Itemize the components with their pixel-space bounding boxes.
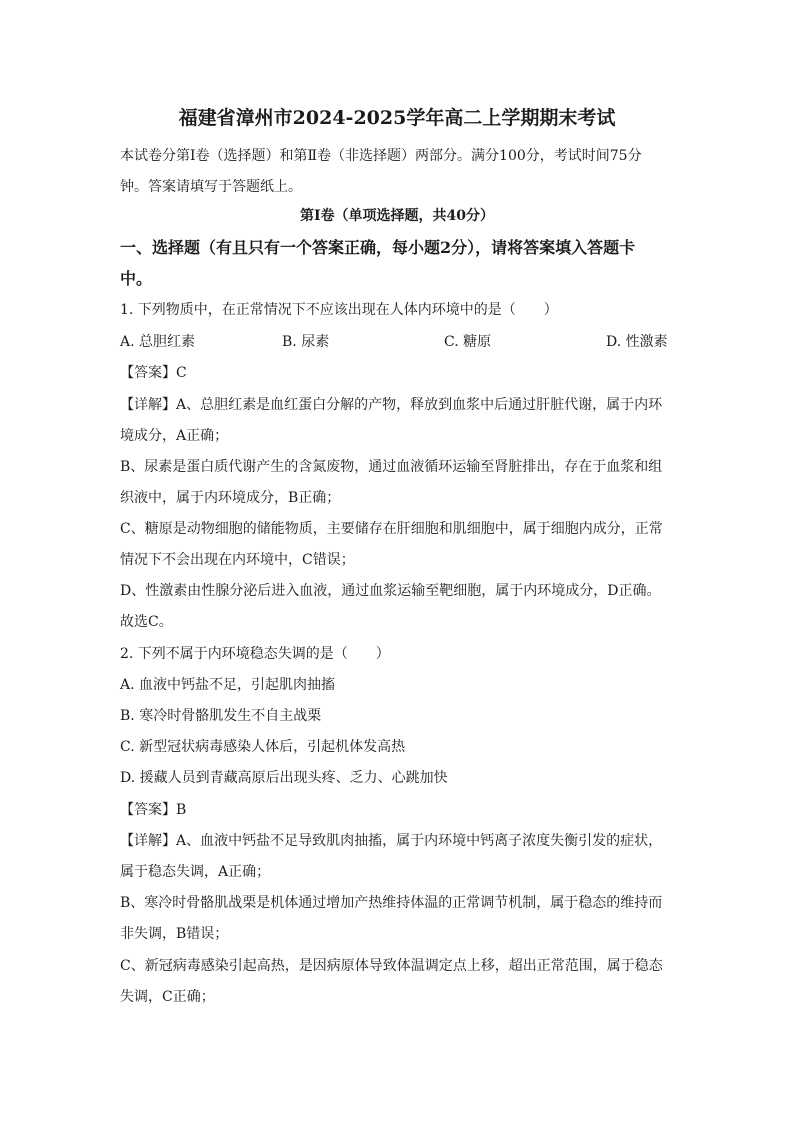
section-title: 第Ⅰ卷（单项选择题，共40分）	[299, 208, 495, 224]
q1-detail-line-3: B、尿素是蛋白质代谢产生的含氮废物，通过血液循环运输至肾脏排出，存在于血浆和组	[120, 459, 663, 475]
part-heading-line-1: 一、选择题（有且只有一个答案正确，每小题2分），请将答案填入答题卡	[120, 238, 636, 257]
q1-option-c: C. 糖原	[444, 334, 492, 350]
document-title: 福建省漳州市2024-2025学年高二上学期期末考试	[178, 107, 616, 129]
q2-detail-line-1: 【详解】A、血液中钙盐不足导致肌肉抽搐，属于内环境中钙离子浓度失衡引发的症状，	[120, 833, 663, 849]
q2-detail-line-6: 失调，C正确；	[120, 989, 215, 1005]
q1-answer: 【答案】C	[120, 365, 187, 381]
q2-detail-line-2: 属于稳态失调，A正确；	[120, 864, 271, 880]
q2-detail-line-3: B、寒冷时骨骼肌战栗是机体通过增加产热维持体温的正常调节机制，属于稳态的维持而	[120, 895, 663, 911]
part-heading-line-2: 中。	[120, 269, 153, 288]
q1-detail-line-2: 境成分，A正确；	[120, 428, 229, 444]
q2-detail-line-5: C、新冠病毒感染引起高热，是因病原体导致体温调定点上移，超出正常范围，属于稳态	[120, 958, 663, 974]
q2-detail-line-4: 非失调，B错误；	[120, 926, 229, 942]
q1-detail-line-5: C、糖原是动物细胞的储能物质，主要储存在肝细胞和肌细胞中，属于细胞内成分，正常	[120, 521, 663, 537]
q1-detail-line-4: 织液中，属于内环境成分，B正确；	[120, 490, 341, 506]
q1-stem: 1. 下列物质中，在正常情况下不应该出现在人体内环境中的是（ ）	[120, 302, 558, 318]
intro-line-2: 钟。答案请填写于答题纸上。	[120, 179, 302, 195]
q1-option-b: B. 尿素	[282, 334, 330, 350]
q1-detail-line-1: 【详解】A、总胆红素是血红蛋白分解的产物，释放到血浆中后通过肝脏代谢，属于内环	[120, 397, 663, 413]
q2-stem: 2. 下列不属于内环境稳态失调的是（ ）	[120, 646, 390, 662]
q1-option-a: A. 总胆红素	[120, 334, 196, 350]
q2-option-a: A. 血液中钙盐不足，引起肌肉抽搐	[120, 677, 336, 693]
q2-option-b: B. 寒冷时骨骼肌发生不自主战栗	[120, 708, 322, 724]
q2-option-c: C. 新型冠状病毒感染人体后，引起机体发高热	[120, 739, 406, 755]
q1-detail-line-8: 故选C。	[120, 614, 173, 630]
intro-line-1: 本试卷分第Ⅰ卷（选择题）和第Ⅱ卷（非选择题）两部分。满分100分，考试时间75分	[120, 148, 642, 164]
q1-detail-line-7: D、性激素由性腺分泌后进入血液，通过血浆运输至靶细胞，属于内环境成分，D正确。	[120, 583, 661, 599]
q1-option-d: D. 性激素	[606, 334, 668, 350]
q1-detail-line-6: 情况下不会出现在内环境中，C错误；	[120, 552, 355, 568]
q2-option-d: D. 援藏人员到青藏高原后出现头疼、乏力、心跳加快	[120, 770, 448, 786]
q2-answer: 【答案】B	[120, 802, 187, 818]
